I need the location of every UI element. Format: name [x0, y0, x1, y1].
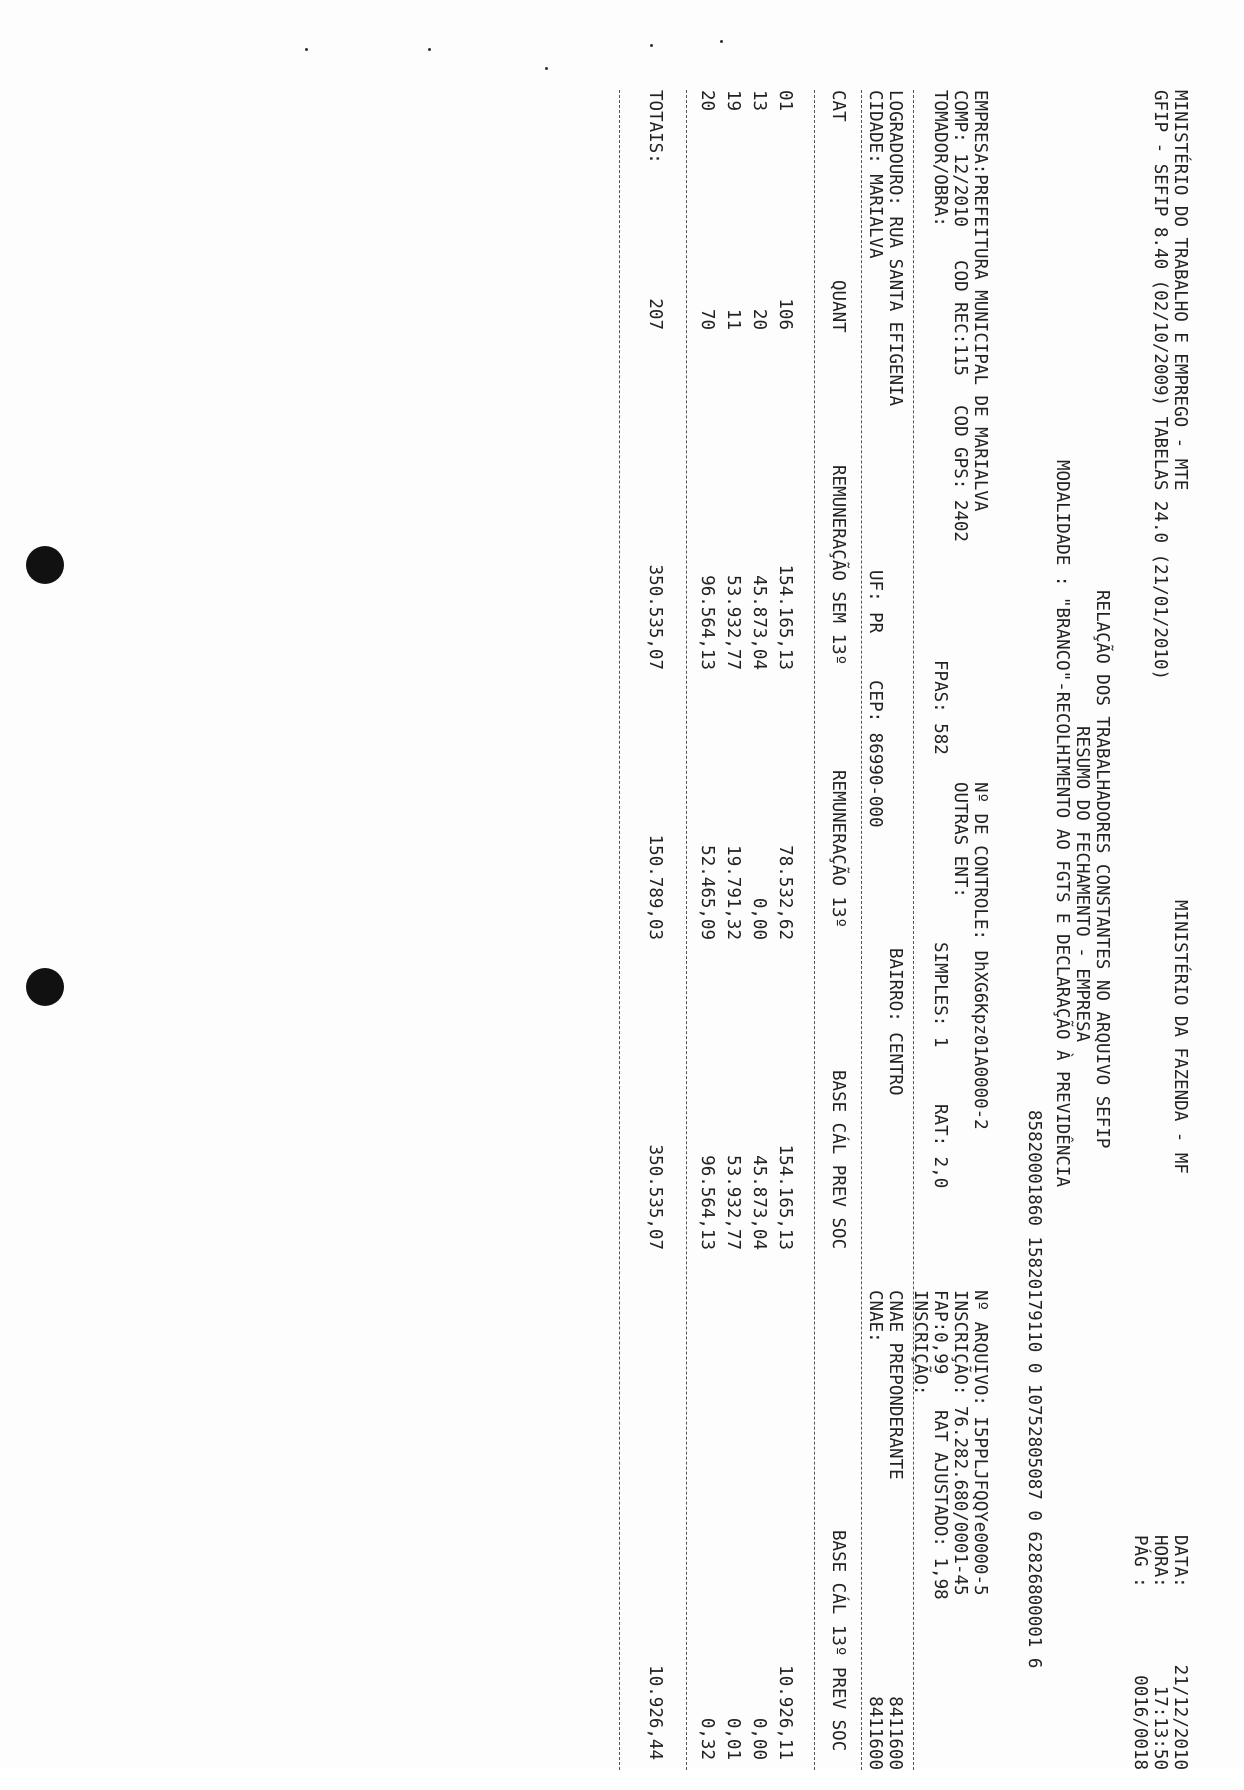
data-value: 21/12/2010: [1170, 1664, 1190, 1770]
speck: [305, 48, 308, 51]
report-subtitle: RESUMO DO FECHAMENTO - EMPRESA: [1072, 726, 1092, 1043]
inscricao-secondary: INSCRIÇÃO:: [910, 1290, 930, 1396]
divider: [686, 90, 687, 1770]
cell-quant: 106: [775, 298, 795, 330]
rat-ajustado: RAT AJUSTADO: 1,98: [930, 1410, 950, 1600]
cell-rem-sem-13: 154.165,13: [775, 564, 795, 670]
cell-rem-13: 19.791,32: [723, 845, 743, 940]
cell-base-prev: 96.564,13: [697, 1155, 717, 1250]
report-title: RELAÇÃO DOS TRABALHADORES CONSTANTES NO ARQUIVO SEFIP: [1092, 590, 1112, 1149]
cell-base-13-prev: 0,00: [749, 1717, 769, 1760]
col-header-cat: CAT: [828, 90, 848, 122]
cell-quant: 70: [697, 308, 717, 330]
divider: [814, 90, 815, 1770]
hora-value: 17:13:50: [1150, 1685, 1170, 1770]
cell-base-13-prev: 0,32: [697, 1717, 717, 1760]
cell-rem-13: 0,00: [749, 897, 769, 940]
punch-hole-bottom: [26, 968, 64, 1006]
cell-base-13-prev: 0,01: [723, 1717, 743, 1760]
col-header-rem-13: REMUNERAÇÃO 13º: [828, 770, 848, 929]
simples: SIMPLES: 1: [930, 942, 950, 1048]
cnae-value: 8411600: [865, 1696, 885, 1770]
arquivo-number: Nº ARQUIVO: I5PPLJFQQYe0000-5: [970, 1290, 990, 1596]
rat: RAT: 2,0: [930, 1104, 950, 1189]
cnae-label: CNAE:: [865, 1290, 885, 1343]
tomador-obra: TOMADOR/OBRA:: [930, 90, 950, 227]
col-header-base-prev: BASE CÁL PREV SOC: [828, 1070, 848, 1250]
cell-cat: 20: [697, 90, 717, 112]
speck: [545, 67, 548, 70]
cell-cat: 13: [749, 90, 769, 112]
speck: [428, 48, 431, 51]
uf: UF: PR: [865, 570, 885, 634]
inscricao: INSCRIÇÃO: 76.282.680/0001-45: [950, 1290, 970, 1596]
total-quant: 207: [645, 298, 665, 330]
cell-rem-sem-13: 45.873,04: [749, 575, 769, 670]
modalidade-line: MODALIDADE : "BRANCO"-RECOLHIMENTO AO FGTS E DECLARAÇÃO À PREVIDÊNCIA: [1052, 460, 1072, 1187]
outras-ent: OUTRAS ENT:: [950, 782, 970, 898]
cell-cat: 01: [775, 90, 795, 112]
divider: [619, 90, 620, 1770]
punch-hole-top: [26, 546, 64, 584]
cidade: CIDADE: MARIALVA: [865, 90, 885, 259]
cell-quant: 20: [749, 308, 769, 330]
total-base-13-prev: 10.926,44: [645, 1665, 665, 1760]
cell-quant: 11: [723, 308, 743, 330]
ministry-left: MINISTÉRIO DO TRABALHO E EMPREGO - MTE: [1170, 90, 1190, 491]
cell-base-prev: 45.873,04: [749, 1155, 769, 1250]
logradouro: LOGRADOURO: RUA SANTA EFIGENIA: [885, 90, 905, 407]
total-base-prev: 350.535,07: [645, 1144, 665, 1250]
cell-rem-sem-13: 96.564,13: [697, 575, 717, 670]
cod-rec: COD REC:115: [950, 260, 970, 376]
controle-number: Nº DE CONTROLE: DhXG6Kpz01A0000-2: [970, 782, 990, 1130]
data-label: DATA:: [1170, 1535, 1190, 1588]
cod-gps: COD GPS: 2402: [950, 405, 970, 542]
divider: [913, 90, 914, 1770]
pag-value: 0016/0018: [1130, 1675, 1150, 1770]
fap: FAP:0,99: [930, 1290, 950, 1375]
cep: CEP: 86990-000: [865, 680, 885, 828]
cell-base-13-prev: 10.926,11: [775, 1665, 795, 1760]
totals-label: TOTAIS:: [645, 90, 665, 164]
rotated-report: [470, 90, 1190, 1790]
speck: [650, 44, 653, 47]
cell-rem-sem-13: 53.932,77: [723, 575, 743, 670]
pag-label: PÁG :: [1130, 1535, 1150, 1588]
fpas: FPAS: 582: [930, 660, 950, 755]
empresa-name: EMPRESA:PREFEITURA MUNICIPAL DE MARIALVA: [970, 90, 990, 512]
ministry-right: MINISTÉRIO DA FAZENDA - MF: [1170, 900, 1190, 1174]
cell-base-prev: 53.932,77: [723, 1155, 743, 1250]
bairro: BAIRRO: CENTRO: [885, 948, 905, 1096]
cell-cat: 19: [723, 90, 743, 112]
comp: COMP: 12/2010: [950, 90, 970, 227]
cell-rem-13: 78.532,62: [775, 845, 795, 940]
divider: [861, 90, 862, 1770]
cnae-preponderante-label: CNAE PREPONDERANTE: [885, 1290, 905, 1480]
col-header-quant: QUANT: [828, 280, 848, 333]
version-line: GFIP - SEFIP 8.40 (02/10/2009) TABELAS 24.0 (21/01/2010): [1150, 90, 1170, 681]
cell-rem-13: 52.465,09: [697, 845, 717, 940]
total-rem-sem-13: 350.535,07: [645, 564, 665, 670]
cell-base-prev: 154.165,13: [775, 1144, 795, 1250]
barcode-number: 85820001860 15820179110 0 10752805087 0 62826800001 6: [1024, 1110, 1044, 1669]
hora-label: HORA:: [1150, 1535, 1170, 1588]
col-header-rem-sem-13: REMUNERAÇÃO SEM 13º: [828, 465, 848, 666]
total-rem-13: 150.789,03: [645, 834, 665, 940]
cnae-preponderante-value: 8411600: [885, 1696, 905, 1770]
speck: [720, 40, 723, 43]
col-header-base-13-prev: BASE CÁL 13º PREV SOC: [828, 1530, 848, 1752]
